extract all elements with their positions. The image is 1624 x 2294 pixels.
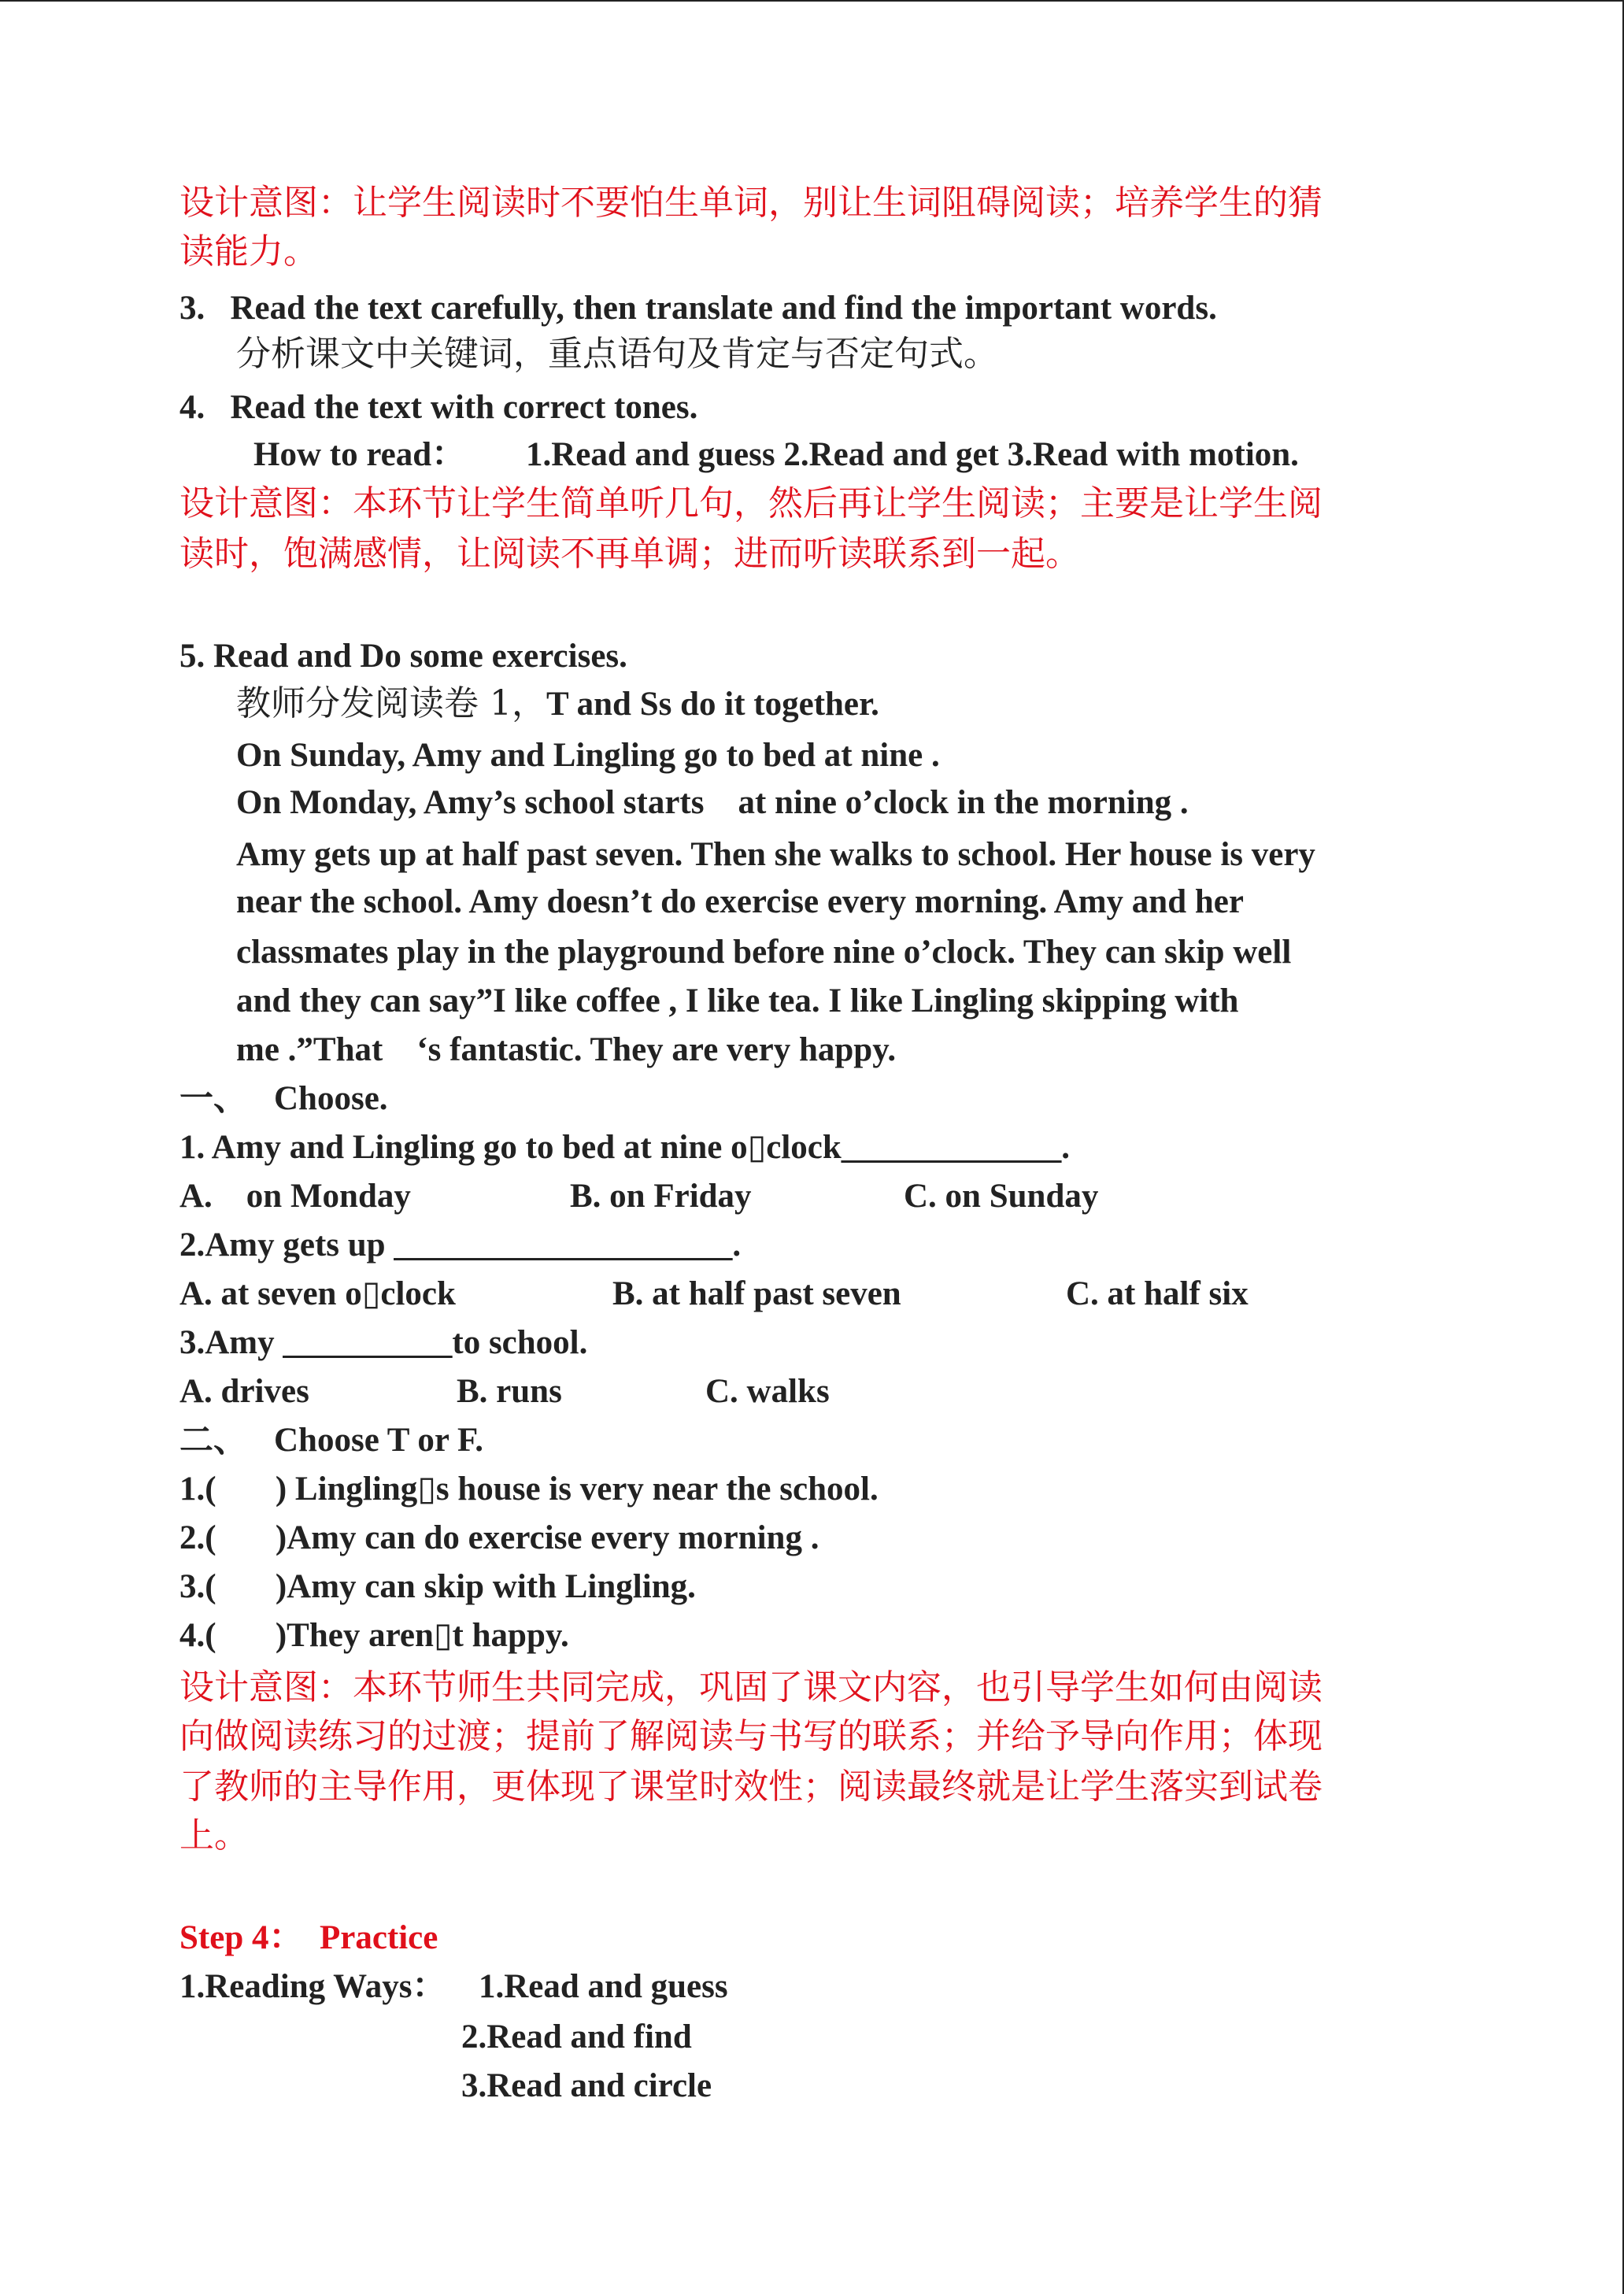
question-2-option-c: C. at half six: [1066, 1275, 1249, 1312]
passage-line-1: On Sunday, Amy and Lingling go to bed at nine .: [236, 737, 940, 774]
step-item-4: 4. Read the text with correct tones.: [179, 389, 698, 426]
step-item-5: 5. Read and Do some exercises.: [179, 638, 627, 675]
passage-line-7: me .”That ‘s fantastic. They are very happy.: [236, 1031, 897, 1068]
true-false-item-4: 4.( )They aren▯t happy.: [179, 1617, 569, 1654]
question-2-option-b: B. at half past seven: [612, 1275, 901, 1312]
passage-line-4: near the school. Amy doesn’t do exercise every morning. Amy and her: [236, 883, 1244, 920]
reading-way-2: 2.Read and find: [461, 2018, 692, 2055]
instruction-en: T and Ss do it together.: [546, 686, 879, 723]
true-false-item-2: 2.( )Amy can do exercise every morning .: [179, 1519, 819, 1556]
passage-line-3: Amy gets up at half past seven. Then she walks to school. Her house is very: [236, 836, 1315, 873]
question-2-option-a: A. at seven o▯clock: [179, 1275, 456, 1312]
question-3-option-b: B. runs: [457, 1373, 562, 1410]
question-1-option-b: B. on Friday: [570, 1178, 752, 1215]
section-1-number: 一、: [179, 1079, 247, 1119]
question-1: 1. Amy and Lingling go to bed at nine o▯clock_____________.: [179, 1129, 1071, 1166]
question-1-option-c: C. on Sunday: [904, 1178, 1099, 1215]
design-intent-3-line-2: 向做阅读练习的过渡；提前了解阅读与书写的联系；并给予导向作用；体现: [179, 1716, 1323, 1756]
reading-way-1: 1.Read and guess: [479, 1968, 728, 2005]
question-3: 3.Amy __________to school.: [179, 1324, 588, 1361]
design-intent-3-line-3: 了教师的主导作用，更体现了课堂时效性；阅读最终就是让学生落实到试卷: [179, 1767, 1323, 1807]
how-to-read-steps: 1.Read and guess 2.Read and get 3.Read with motion.: [526, 436, 1299, 473]
question-1-option-a: A. on Monday: [179, 1178, 411, 1215]
step-item-3: 3. Read the text carefully, then translate and find the important words.: [179, 290, 1217, 327]
section-1-title: Choose.: [274, 1080, 388, 1117]
true-false-item-3: 3.( )Amy can skip with Lingling.: [179, 1568, 696, 1605]
design-intent-2-line-1: 设计意图：本环节让学生简单听几句，然后再让学生阅读；主要是让学生阅: [179, 483, 1323, 524]
design-intent-2-line-2: 读时，饱满感情，让阅读不再单调；进而听读联系到一起。: [179, 534, 1080, 574]
how-to-read-label: How to read：: [253, 436, 466, 473]
step-item-3-cn: 分析课文中关键词，重点语句及肯定与否定句式。: [236, 334, 998, 374]
instruction-cn: 教师分发阅读卷 1，: [236, 683, 546, 723]
design-intent-1-line-2: 读能力。: [179, 231, 318, 272]
question-3-option-a: A. drives: [179, 1373, 309, 1410]
passage-line-5: classmates play in the playground before nine o’clock. They can skip well: [236, 934, 1292, 971]
passage-line-2: On Monday, Amy’s school starts at nine o’clock in the morning .: [236, 784, 1189, 821]
design-intent-3-line-4: 上。: [179, 1815, 249, 1856]
section-2-number: 二、: [179, 1421, 247, 1460]
true-false-item-1: 1.( ) Lingling▯s house is very near the school.: [179, 1471, 879, 1508]
passage-line-6: and they can say”I like coffee , I like tea. I like Lingling skipping with: [236, 982, 1239, 1019]
question-2: 2.Amy gets up ____________________.: [179, 1227, 742, 1264]
reading-way-3: 3.Read and circle: [461, 2067, 712, 2104]
question-3-option-c: C. walks: [705, 1373, 830, 1410]
section-2-title: Choose T or F.: [274, 1422, 484, 1459]
step-4-heading: Step 4： Practice: [179, 1919, 438, 1956]
step-item-5-instruction: [236, 682, 879, 727]
reading-ways-label: 1.Reading Ways：: [179, 1968, 446, 2005]
design-intent-1-line-1: 设计意图：让学生阅读时不要怕生单词，别让生词阻碍阅读；培养学生的猜: [179, 183, 1323, 223]
design-intent-3-line-1: 设计意图：本环节师生共同完成，巩固了课文内容，也引导学生如何由阅读: [179, 1667, 1323, 1708]
